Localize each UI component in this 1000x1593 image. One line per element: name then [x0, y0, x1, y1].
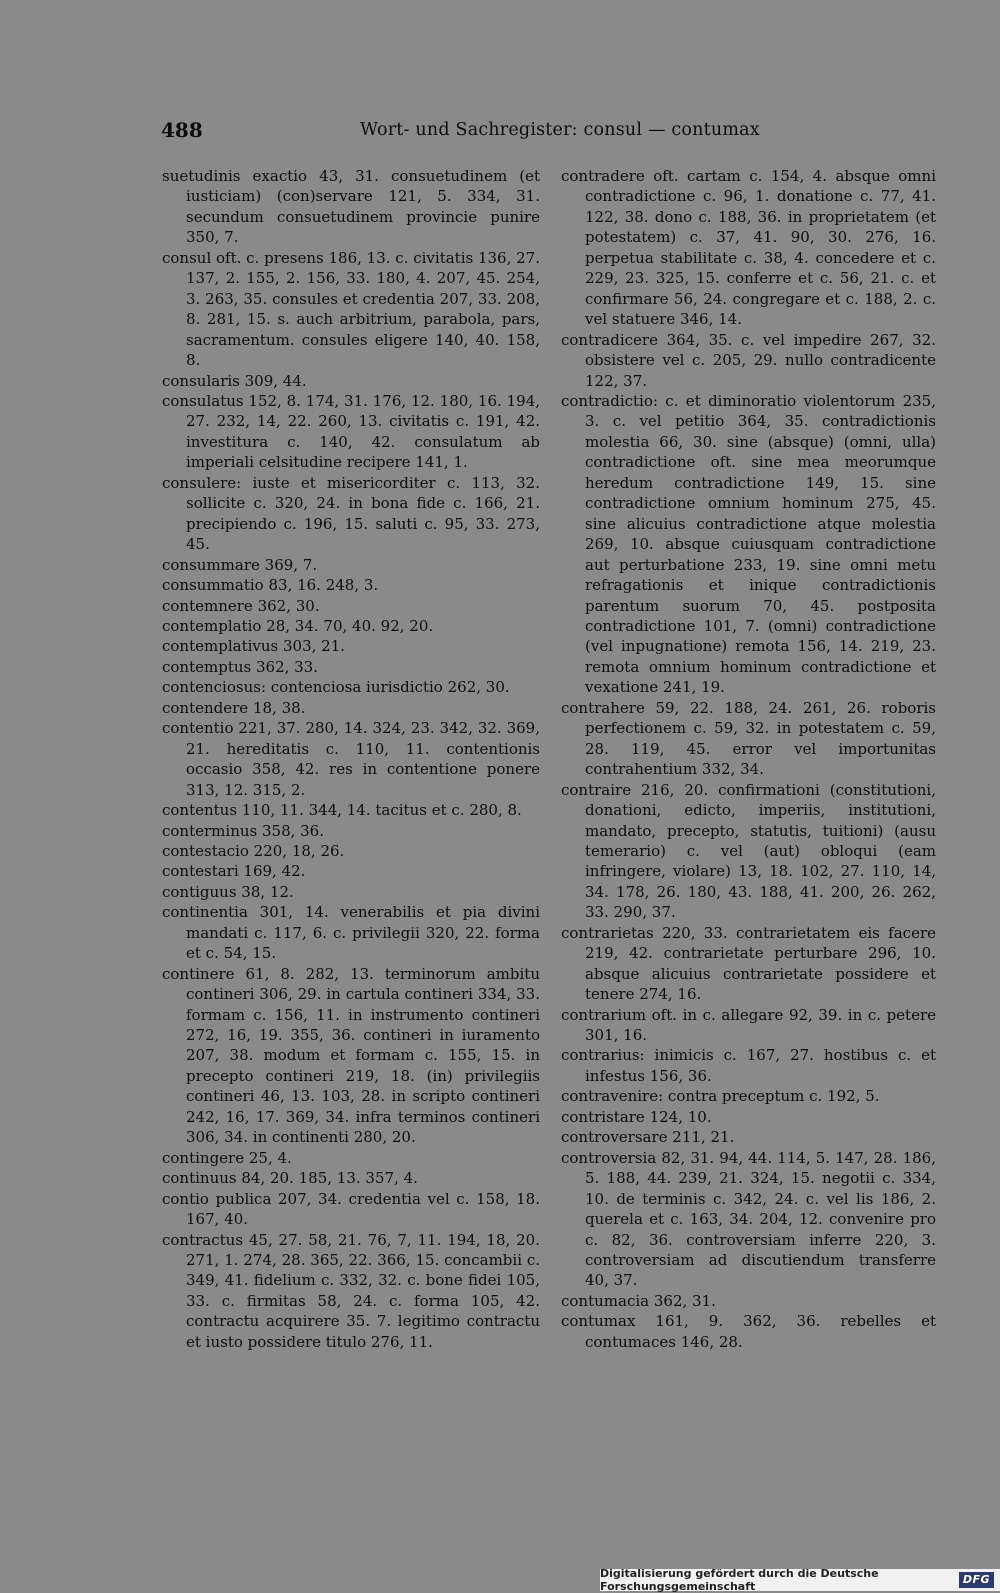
index-entry: consummatio 83, 16. 248, 3. — [162, 576, 379, 595]
index-entry: contumacia 362, 31. — [561, 1291, 716, 1310]
index-entry: contradictio: c. et diminoratio violentorum 235, 3. c. vel petitio 364, 35. contradictionis molestia 66, 30. sine (absque) (omni, ulla) contradictione oft. sine mea meorumque heredum contradictione 149, 15. sine contradictione omnium hominum 275, 45. sine alicuius contradictione atque molestia 269, 10. absque cuiusquam contradictione aut perturbatione 233, 19. sine omni metu refragationis et inique contradictionis parentum suorum 70, 45. postposita contradictione 101, 7. (omni) contradictione (vel inpugnatione) remota 156, 14. 219, 23. remota omnium hominum contradictione et vexatione 241, 19. — [561, 391, 936, 697]
index-entry: contrahere 59, 22. 188, 24. 261, 26. roboris perfectionem c. 59, 32. in potestatem c. 59, 28. 119, 45. error vel importunitas contrahentium 332, 34. — [561, 698, 936, 779]
page-number: 488 — [161, 118, 203, 142]
index-entry: contumax 161, 9. 362, 36. rebelles et contumaces 146, 28. — [561, 1312, 936, 1351]
running-head: Wort- und Sachregister: consul — contumax — [360, 120, 760, 140]
index-entry: contentus 110, 11. 344, 14. tacitus et c. 280, 8. — [162, 801, 522, 820]
footer-bar — [600, 1569, 1000, 1591]
index-entry: consul oft. c. presens 186, 13. c. civitatis 136, 27. 137, 2. 155, 2. 156, 33. 180, 4. 207, 45. 254, 3. 263, 35. consules et credentia 207, 33. 208, 8. 281, 15. s. auch arbitrium, parabola, pars, sacramentum. consules eligere 140, 40. 158, 8. — [162, 248, 540, 370]
index-entry: consularis 309, 44. — [162, 371, 307, 390]
index-entry: consulere: iuste et misericorditer c. 113, 32. sollicite c. 320, 24. in bona fide c. 166, 21. precipiendo c. 196, 15. saluti c. 95, 33. 273, 45. — [162, 473, 540, 554]
dfg-logo: DFG — [959, 1572, 994, 1588]
index-entry: suetudinis exactio 43, 31. consuetudinem (et iusticiam) (con)servare 121, 5. 334, 31. secundum consuetudinem provincie punire 350, 7. — [162, 167, 540, 247]
index-entry: contravenire: contra preceptum c. 192, 5. — [561, 1087, 880, 1106]
index-entry: contemplatio 28, 34. 70, 40. 92, 20. — [162, 616, 434, 635]
index-entry: contemnere 362, 30. — [162, 596, 320, 615]
index-entry: contemplativus 303, 21. — [162, 637, 346, 656]
index-column-left — [162, 166, 540, 1352]
index-entry: contentio 221, 37. 280, 14. 324, 23. 342, 32. 369, 21. hereditatis c. 110, 11. contentionis occasio 358, 42. res in contentione ponere 313, 12. 315, 2. — [162, 719, 540, 799]
index-entry: contrarium oft. in c. allegare 92, 39. in c. petere 301, 16. — [561, 1005, 936, 1045]
index-entry: contiguus 38, 12. — [162, 882, 294, 901]
index-entry: contingere 25, 4. — [162, 1148, 292, 1167]
index-entry: continere 61, 8. 282, 13. terminorum ambitu contineri 306, 29. in cartula contineri 334, 33. formam c. 156, 11. in instrumento contineri 272, 16, 19. 355, 36. contineri in iuramento 207, 38. modum et formam c. 155, 15. in precepto contineri 219, 18. (in) privilegiis contineri 46, 13. 103, 28. in scripto contineri 242, 16, 17. 369, 34. infra terminos contineri 306, 34. in continenti 280, 20. — [162, 964, 540, 1147]
index-entry: conterminus 358, 36. — [162, 821, 324, 840]
index-entry: controversare 211, 21. — [561, 1128, 735, 1147]
index-entry: consulatus 152, 8. 174, 31. 176, 12. 180, 16. 194, 27. 232, 14, 22. 260, 13. civitatis c. 191, 42. investitura c. 140, 42. consulatum ab imperiali celsitudine recipere 141, 1. — [162, 391, 540, 472]
index-entry: contemptus 362, 33. — [162, 657, 318, 676]
index-entry: continentia 301, 14. venerabilis et pia divini mandati c. 117, 6. c. privilegii 320, 22. forma et c. 54, 15. — [162, 903, 540, 963]
index-entry: contenciosus: contenciosa iurisdictio 262, 30. — [162, 678, 510, 697]
index-entry: continuus 84, 20. 185, 13. 357, 4. — [162, 1169, 418, 1188]
index-entry: contio publica 207, 34. credentia vel c. 158, 18. 167, 40. — [162, 1189, 540, 1229]
index-column-right — [561, 166, 936, 1352]
index-entry: contrarietas 220, 33. contrarietatem eis facere 219, 42. contrarietate perturbare 296, 10. absque alicuius contrarietate possidere et tenere 274, 16. — [561, 923, 936, 1004]
index-entry: contristare 124, 10. — [561, 1107, 712, 1126]
index-entry: contrarius: inimicis c. 167, 27. hostibus c. et infestus 156, 36. — [561, 1046, 936, 1085]
index-entry: contestari 169, 42. — [162, 862, 306, 881]
index-entry: contestacio 220, 18, 26. — [162, 841, 345, 860]
index-entry: contendere 18, 38. — [162, 698, 306, 717]
index-entry: controversia 82, 31. 94, 44. 114, 5. 147, 28. 186, 5. 188, 44. 239, 21. 324, 15. negotii c. 334, 10. de terminis c. 342, 24. c. vel lis 186, 2. querela et c. 163, 34. 204, 12. convenire pro c. 82, 36. controversiam inferre 220, 3. controversiam ad discutiendum transferre 40, 37. — [561, 1148, 936, 1290]
index-entry: contradere oft. cartam c. 154, 4. absque omni contradictione c. 96, 1. donatione c. 77, 41. 122, 38. dono c. 188, 36. in proprietatem (et potestatem) c. 37, 41. 90, 30. 276, 16. perpetua stabilitate c. 38, 4. concedere et c. 229, 23. 325, 15. conferre et c. 56, 21. c. et confirmare 56, 24. congregare et c. 188, 2. c. vel statuere 346, 14. — [561, 167, 936, 329]
index-entry: contradicere 364, 35. c. vel impedire 267, 32. obsistere vel c. 205, 29. nullo contradicente 122, 37. — [561, 330, 936, 390]
index-entry: consummare 369, 7. — [162, 555, 318, 574]
index-entry: contraire 216, 20. confirmationi (constitutioni, donationi, edicto, imperiis, institutioni, mandato, precepto, statutis, tuitioni) (ausu temerario) c. vel (aut) obloqui (eam infringere, violare) 13, 18. 102, 27. 110, 14, 34. 178, 26. 180, 43. 188, 41. 200, 26. 262, 33. 290, 37. — [561, 780, 936, 922]
footer-text: Digitalisierung gefördert durch die Deutsche Forschungsgemeinschaft — [600, 1567, 879, 1593]
index-entry: contractus 45, 27. 58, 21. 76, 7, 11. 194, 18, 20. 271, 1. 274, 28. 365, 22. 366, 15. concambii c. 349, 41. fidelium c. 332, 32. c. bone fidei 105, 33. c. firmitas 58, 24. c. forma 105, 42. contractu acquirere 35. 7. legitimo contractu et iusto possidere titulo 276, 11. — [162, 1230, 540, 1351]
